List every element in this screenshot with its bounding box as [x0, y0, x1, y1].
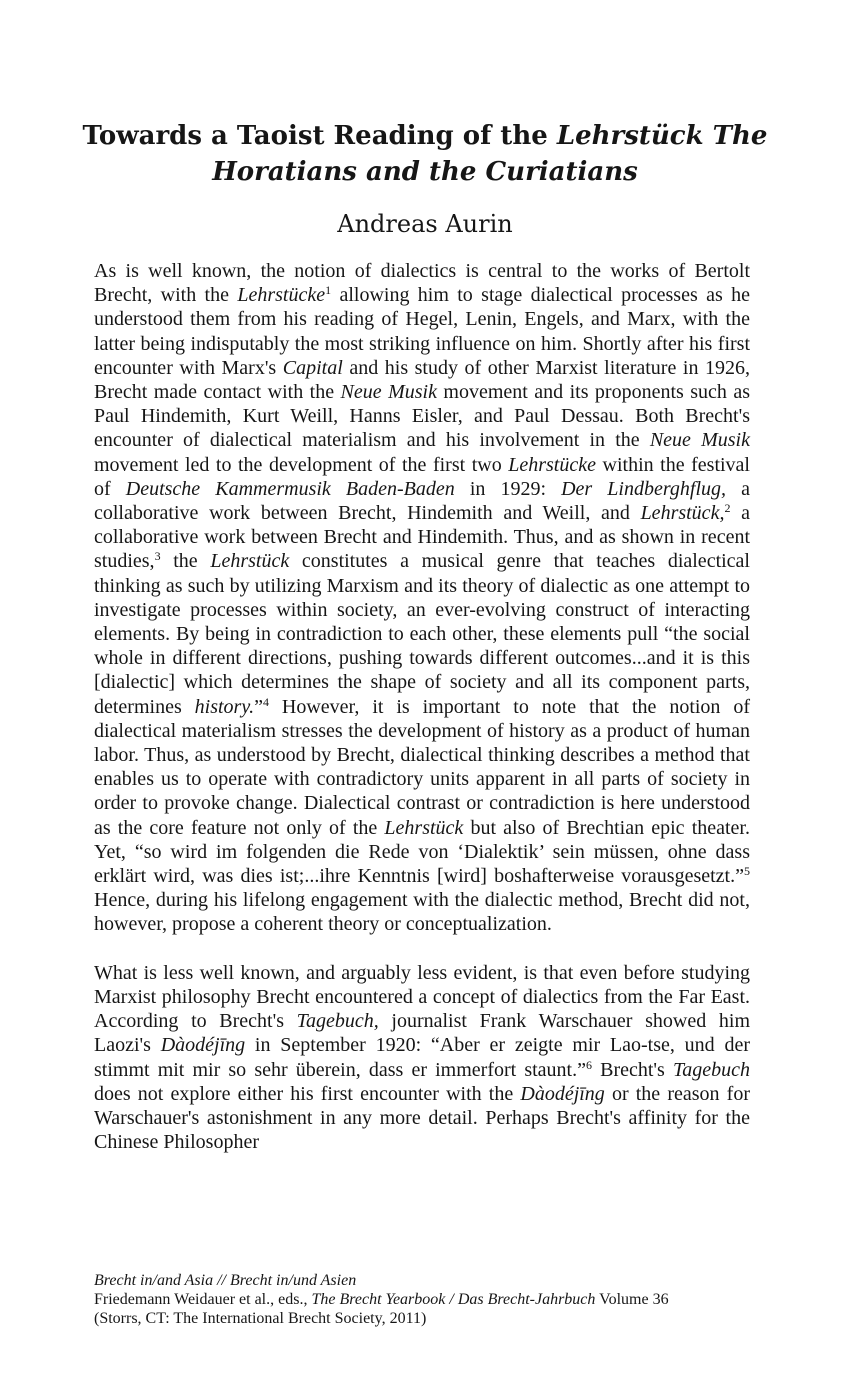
body-paragraph-2: [94, 961, 750, 1155]
text-run: constitutes a musical genre that teaches dialectical thinking as such by utilizing Marxism and its theory of dialectic as one attempt to investigate processes within society, an ever-evolving construct of interacting elements. By being in contradiction to each other, these elements pull “the social whole in different directions, pushing towards different outcomes...and it is this [dialectic] which determines the shape of society and all its component parts, determines: [94, 550, 750, 718]
body-paragraph-1: [94, 259, 750, 937]
italic-term: Tagebuch: [672, 1058, 750, 1081]
text-run: a collaborative work between Brecht, Hindemith and Weill, and: [94, 477, 750, 525]
italic-term: Lehrstücke: [508, 453, 596, 476]
footer-series-text: Brecht in/and Asia // Brecht in/und Asien: [94, 1272, 357, 1289]
footer-editors: Friedemann Weidauer et al., eds.,: [94, 1291, 312, 1308]
italic-term: Tagebuch,: [296, 1010, 379, 1033]
article-title: [60, 118, 790, 190]
footnote-marker: 2: [724, 501, 731, 516]
text-run: Hence, during his lifelong engagement with the dialectic method, Brecht did not, however, propose a coherent theory or conceptualization.: [94, 889, 750, 936]
article-body: [94, 259, 750, 1154]
title-italic-text: Lehrstück The Horatians and the Curiatians: [212, 121, 768, 187]
text-run: movement and its proponents such as Paul Hindemith, Kurt Weill, Hanns Eisler, and Paul Dessau. Both Brecht's encounter of dialectical materialism and his involvement in the: [94, 381, 750, 452]
italic-term: Lehrstücke: [237, 284, 326, 307]
italic-term: Deutsche Kammermusik Baden-Baden: [125, 477, 455, 500]
text-run: or the reason for Warschauer's astonishment in any more detail. Perhaps Brecht's affinity for the Chinese Philosopher: [94, 1082, 750, 1154]
footer-journal-title: The Brecht Yearbook / Das Brecht-Jahrbuch: [311, 1291, 596, 1308]
footer-series-title: [94, 1271, 774, 1290]
italic-term: history.: [194, 695, 255, 718]
italic-term: Lehrstück,: [640, 502, 725, 525]
italic-term: Neue Musik: [649, 429, 750, 452]
text-run: but also of Brechtian epic theater. Yet, “so wird im folgenden die Rede von ‘Dialektik’ sein müssen, ohne dass erklärt wird, was dies ist;...ihre Kenntnis [wird] boshafterweise vorausgesetzt.”: [94, 816, 750, 888]
publication-footer: [94, 1271, 774, 1328]
text-run: a collaborative work between Brecht and Hindemith. Thus, and as shown in recent studies,: [94, 502, 750, 573]
text-run: journalist Frank Warschauer showed him Laozi's: [94, 1010, 750, 1057]
footnote-marker: 3: [154, 549, 161, 564]
title-text: Towards a Taoist Reading of the: [82, 121, 557, 151]
text-run: within the festival of: [94, 453, 750, 500]
text-run: movement led to the development of the first two: [94, 453, 509, 476]
text-run: However, it is important to note that the notion of dialectical materialism stresses the development of history as a product of human labor. Thus, as understood by Brecht, dialectical thinking describes a method that enables us to operate with contradictory units apparent in all parts of society in order to provoke change. Dialectical contrast or contradiction is here understood as the core feature not only of the: [94, 695, 750, 839]
author-name: Andreas Aurin: [337, 210, 513, 238]
footer-volume: Volume 36: [595, 1291, 669, 1308]
text-run: and his study of other Marxist literature in 1926, Brecht made contact with the: [94, 356, 750, 404]
footnote-marker: 1: [325, 283, 332, 298]
text-run: ”: [254, 695, 263, 718]
footnote-marker: 6: [585, 1057, 592, 1072]
italic-term: Dàodéjīng: [160, 1034, 246, 1057]
footnote-marker: 4: [263, 694, 269, 709]
italic-term: Capital: [282, 356, 343, 379]
text-run: What is less well known, and arguably less evident, is that even before studying Marxist philosophy Brecht encountered a concept of dialectics from the Far East. According to Brecht's: [94, 961, 750, 1033]
footer-publisher: (Storrs, CT: The International Brecht Society, 2011): [94, 1310, 427, 1327]
text-run: the: [160, 550, 211, 573]
footer-citation: [94, 1290, 774, 1309]
italic-term: Der Lindberghflug,: [561, 477, 727, 500]
text-run: in September 1920: “Aber er zeigte mir Lao-tse, und der stimmt mit mir so sehr überein, dass er immerfort staunt.”: [94, 1034, 750, 1081]
italic-term: Neue Musik: [340, 381, 437, 404]
text-run: Brecht's: [591, 1058, 673, 1081]
text-run: in 1929:: [454, 477, 562, 500]
text-run: does not explore either his first encounter with the: [94, 1082, 521, 1105]
italic-term: Dàodéjīng: [520, 1082, 605, 1105]
italic-term: Lehrstück: [210, 550, 290, 573]
footnote-marker: 5: [744, 864, 750, 879]
text-run: allowing him to stage dialectical processes as he understood them from his reading of Hegel, Lenin, Engels, and Marx, with the latter being indisputably the most striking influence on him. Shortly after his first encounter with Marx's: [94, 284, 750, 379]
italic-term: Lehrstück: [384, 816, 464, 839]
text-run: As is well known, the notion of dialectics is central to the works of Bertolt Brecht, with the: [94, 260, 750, 307]
